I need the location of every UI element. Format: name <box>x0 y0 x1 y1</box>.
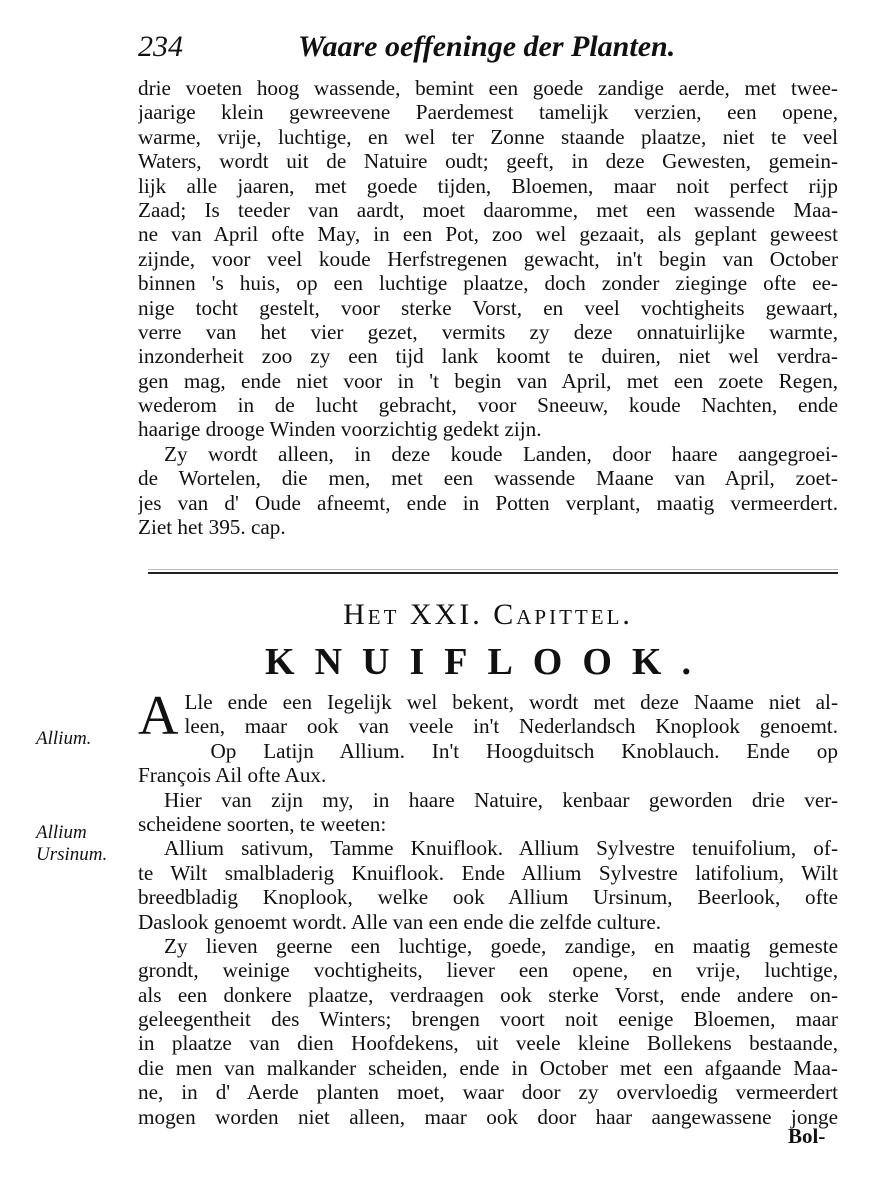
text-line: Daslook genoemt wordt. Alle van een ende die zelfde culture. <box>138 909 662 934</box>
text-line: Op Latijn Allium. In't Hoogduitsch Knoblauch. Ende op <box>210 738 838 763</box>
text-line: zijnde, voor veel koude Herfstregenen gewacht, in't begin van October <box>138 246 838 271</box>
margin-note-allium: Allium. <box>36 728 92 749</box>
text-line: warme, vrije, luchtige, en wel ter Zonne staande plaatze, niet te veel <box>138 124 838 149</box>
running-title: Waare oeffeninge der Planten. <box>298 30 676 63</box>
text-line: Zaad; Is teeder van aardt, moet daaromme, met een wassende Maa- <box>138 197 838 222</box>
text-line: gen mag, ende niet voor in 't begin van April, met een zoete Regen, <box>138 368 838 393</box>
text-line: breedbladig Knoplook, welke ook Allium Ursinum, Beerlook, ofte <box>138 885 838 910</box>
text-line: verre van het vier gezet, vermits zy deze onnatuirlijke warmte, <box>138 319 838 344</box>
page-number: 234 <box>138 30 183 63</box>
chapter-text-block <box>138 685 838 1129</box>
text-line: Ziet het 395. cap. <box>138 515 286 540</box>
text-line: wederom in de lucht gebracht, voor Sneeuw, koude Nachten, ende <box>138 393 838 418</box>
text-line: de Wortelen, die men, met een wassende Maane van April, zoet- <box>138 466 838 491</box>
text-line: haarige drooge Winden voorzichtig gedekt zijn. <box>138 417 542 442</box>
text-line: inzonderheit zoo zy een tijd lank koomt te duiren, niet wel verdra- <box>138 344 838 369</box>
text-line: lijk alle jaaren, met goede tijden, Bloemen, maar noit perfect rijp <box>138 173 838 198</box>
text-line: scheidene soorten, te weeten: <box>138 811 387 836</box>
text-line: Zy wordt alleen, in deze koude Landen, door haare aangegroei- <box>164 441 838 466</box>
text-line: in plaatze van dien Hoofdekens, uit veele kleine Bollekens bestaande, <box>138 1031 838 1056</box>
text-line: grondt, weinige vochtigheits, liever een opene, en vrije, luchtige, <box>138 958 838 983</box>
text-line: Hier van zijn my, in haare Natuire, kenbaar geworden drie ver- <box>164 787 838 812</box>
text-line: die men van malkander scheiden, ende in October met een afgaande Maa- <box>138 1055 838 1080</box>
text-line: ne, in d' Aerde planten moet, waar door zy overvloedig vermeerdert <box>138 1080 838 1105</box>
text-line: geleegentheit des Winters; brengen voort noit eenige Bloemen, maar <box>138 1007 838 1032</box>
text-line: jaarige klein gewreevene Paerdemest tamelijk verzien, een opene, <box>138 100 838 125</box>
text-line: mogen worden niet alleen, maar ook door haar aangewassene jonge <box>138 1104 838 1129</box>
text-line: als een donkere plaatze, verdraagen ook sterke Vorst, ende andere on- <box>138 982 838 1007</box>
text-line: drie voeten hoog wassende, bemint een goede zandige aerde, met twee- <box>138 76 838 100</box>
text-line: jes van d' Oude afneemt, ende in Potten verplant, maatig vermeerdert. <box>138 490 838 515</box>
chapter-heading: Het XXI. Capittel. <box>343 598 633 631</box>
text-line: François Ail ofte Aux. <box>138 763 327 788</box>
text-line: Waters, wordt uit de Natuire oudt; geeft, in deze Gewesten, gemein- <box>138 149 838 174</box>
text-line: Lle ende een Iegelijk wel bekent, wordt met deze Naame niet al- <box>184 690 838 714</box>
margin-note-allium-ursinum-1: Allium <box>36 822 87 843</box>
text-line: Zy lieven geerne een luchtige, goede, zandige, en maatig gemeste <box>164 933 838 958</box>
section-divider-shadow <box>148 569 838 578</box>
margin-note-allium-ursinum-2: Ursinum. <box>36 844 108 865</box>
drop-cap: A <box>138 685 179 747</box>
catchword: Bol- <box>788 1124 826 1148</box>
continued-text-block <box>138 76 838 539</box>
text-line: Allium sativum, Tamme Knuiflook. Allium Sylvestre tenuifolium, of- <box>164 836 838 861</box>
text-line: te Wilt smalbladerig Knuiflook. Ende Allium Sylvestre latifolium, Wilt <box>138 860 838 885</box>
page-header <box>138 30 838 74</box>
text-line: leen, maar ook van veele in't Nederlandsch Knoplook genoemt. <box>184 714 838 739</box>
text-line: nige tocht gestelt, voor sterke Vorst, en veel vochtigheits gewaart, <box>138 295 838 320</box>
text-line: binnen 's huis, op een luchtige plaatze, doch zonder zieginge ofte ee- <box>138 271 838 296</box>
text-line: ne van April ofte May, in een Pot, zoo wel gezaait, als geplant geweest <box>138 222 838 247</box>
chapter-title: KNUIFLOOK. <box>265 641 711 683</box>
